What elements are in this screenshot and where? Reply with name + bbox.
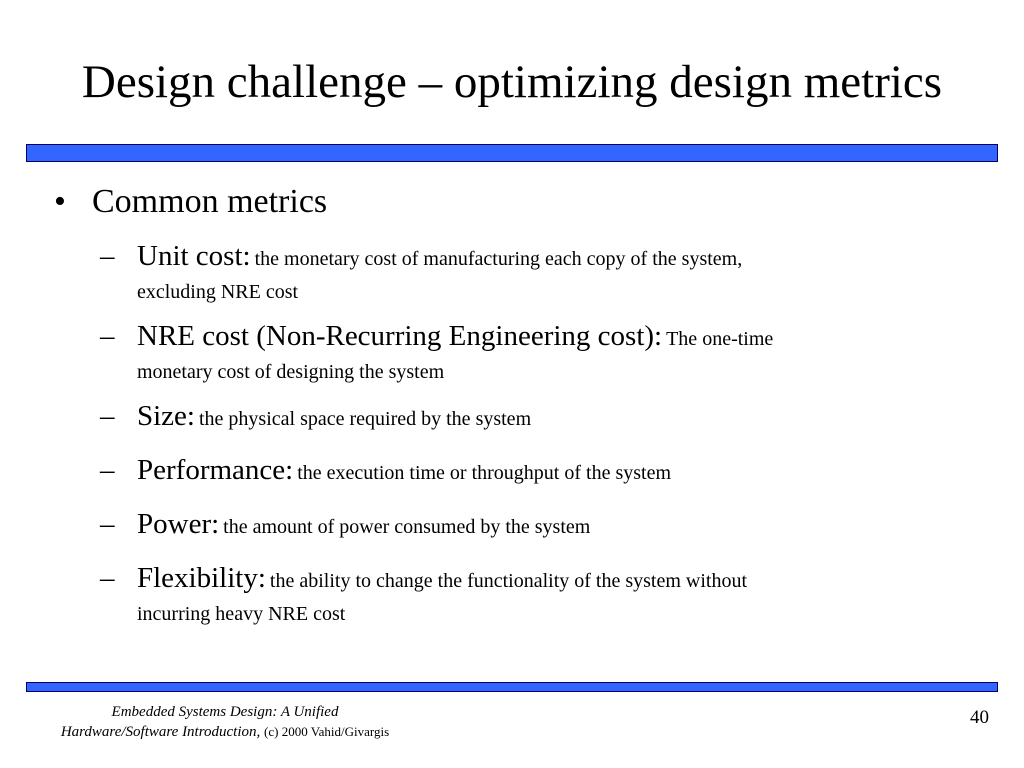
metric-term: NRE cost (Non-Recurring Engineering cost): [137,320,663,352]
sub-marker: – [100,508,115,540]
metric-term: Flexibility: [137,562,266,594]
footer-citation [30,702,420,742]
footer-book-title-line2: Hardware/Software Introduction, [60,724,261,740]
metrics-list [100,238,920,640]
metric-size [100,398,920,439]
sub-marker: – [100,562,115,594]
bullet-dot: • [54,183,66,220]
metric-flexibility [100,560,920,627]
metric-term: Unit cost: [137,240,251,272]
metric-term: Size: [137,400,195,432]
metric-description: the execution time or throughput of the system [297,462,672,484]
metric-description: the amount of power consumed by the system [223,516,591,538]
metric-description-continued: monetary cost of designing the system [137,361,445,383]
metric-description: the ability to change the functionality of the system without [269,570,748,592]
metric-unit-cost [100,238,920,305]
main-bullet [54,180,327,224]
metric-description-continued: excluding NRE cost [137,281,299,303]
sub-marker: – [100,240,115,272]
footer-book-title-line1: Embedded Systems Design: A Unified [111,704,339,720]
metric-description: the physical space required by the system [199,408,532,430]
metric-term: Performance: [137,454,294,486]
page-number: 40 [970,707,989,728]
sub-marker: – [100,320,115,352]
metric-power [100,506,920,547]
slide-title: Design challenge – optimizing design metrics [81,56,943,108]
metric-nre-cost [100,318,920,385]
sub-marker: – [100,454,115,486]
metric-description-continued: incurring heavy NRE cost [137,603,346,625]
sub-marker: – [100,400,115,432]
footer-copyright: (c) 2000 Vahid/Givargis [264,724,390,739]
metric-performance [100,452,920,493]
metric-description: The one-time [666,328,774,350]
main-bullet-text: Common metrics [92,183,328,220]
metric-term: Power: [137,508,220,540]
header-rule [26,144,998,162]
footer-rule [26,682,998,692]
metric-description: the monetary cost of manufacturing each copy of the system, [254,248,743,270]
